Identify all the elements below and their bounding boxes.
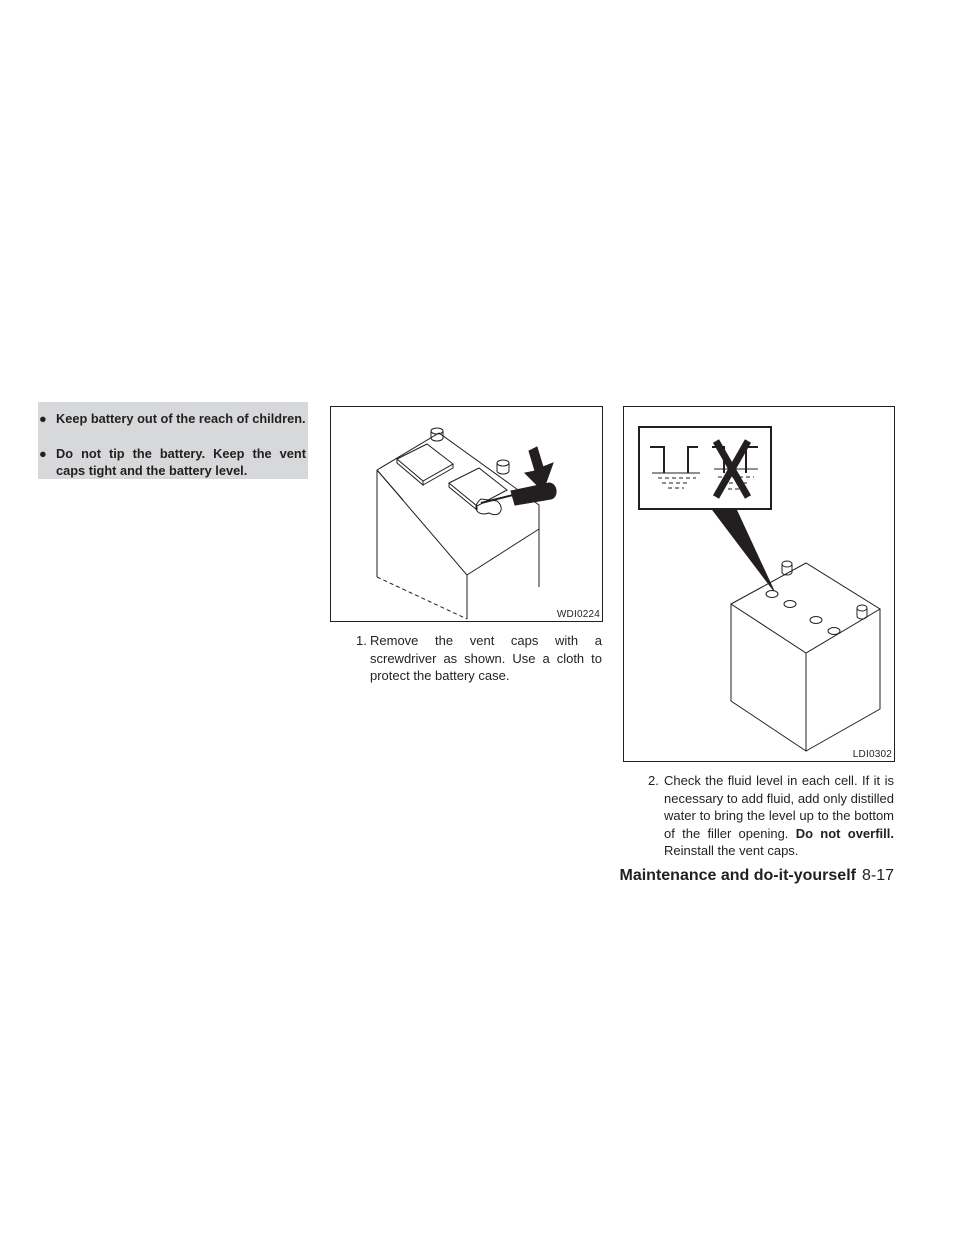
warning-item-children: ● Keep battery out of the reach of children. bbox=[39, 411, 306, 426]
battery-screwdriver-illustration bbox=[331, 407, 604, 623]
step-number: 1. bbox=[356, 633, 367, 648]
page-number: 8-17 bbox=[861, 867, 894, 884]
figure-code: LDI0302 bbox=[852, 749, 892, 760]
battery-fluid-level-illustration bbox=[624, 407, 896, 763]
figure-code: WDI0224 bbox=[556, 609, 600, 620]
do-not-overfill-emphasis: Do not overfill. bbox=[795, 825, 894, 841]
page-footer bbox=[620, 867, 895, 885]
figure-remove-vent-caps bbox=[330, 406, 603, 622]
figure-fluid-level bbox=[623, 406, 895, 762]
step-1: 1. Remove the vent caps with a screwdriver as shown. Use a cloth to protect the battery case. bbox=[356, 633, 602, 683]
warning-box bbox=[38, 402, 308, 479]
step-2: 2. Check the fluid level in each cell. If it is necessary to add fluid, add only distilled water to bring the level up to the bottom of the filler opening. Do not overfill. Reinstall the vent caps. bbox=[648, 773, 894, 858]
warning-item-tip: ● Do not tip the battery. Keep the vent caps tight and the battery level. bbox=[39, 446, 306, 478]
bullet-icon: ● bbox=[39, 446, 47, 461]
section-title: Maintenance and do-it-yourself bbox=[619, 867, 856, 884]
bullet-icon: ● bbox=[39, 411, 47, 426]
step-number: 2. bbox=[648, 773, 659, 788]
